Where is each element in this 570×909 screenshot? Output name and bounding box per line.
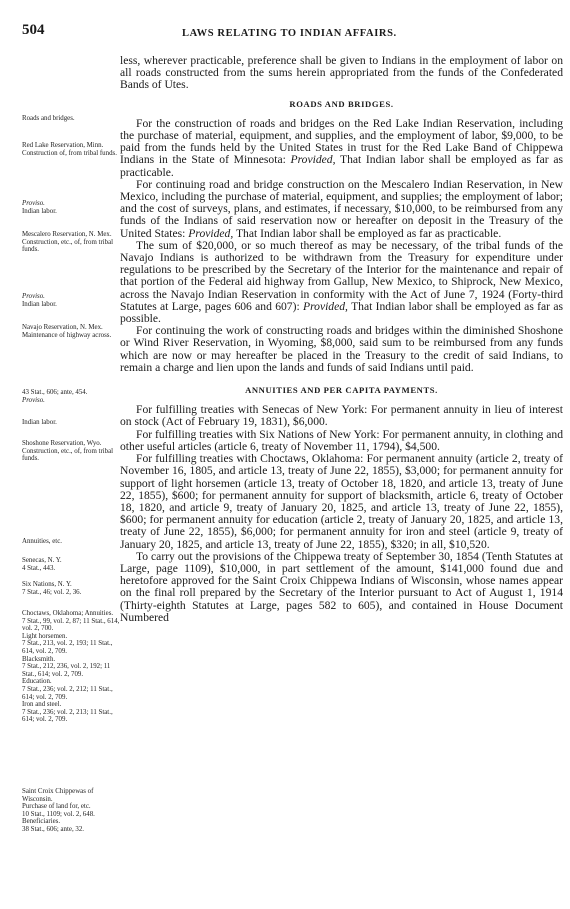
page-number: 504 [22,22,45,38]
margin-note-proviso-1: Proviso. Indian labor. [22,200,57,215]
running-title: LAWS RELATING TO INDIAN AFFAIRS. [182,28,397,39]
margin-note-shoshone: Shoshone Reservation, Wyo. Construction, etc., of, from tribal funds. [22,440,114,463]
margin-note-choctaws: Choctaws, Oklahoma; Annuities. 7 Stat., 99, vol. 2, 87; 11 Stat., 614, vol. 2, 700. Light horsemen. 7 Stat., 213, vol. 2, 193; 11 Stat., 614, vol. 2, 709. Blacksmith. 7 Stat., 212, 236, vol. 2, 192; 11 Stat., 614; vol. 2, 709. Education. 7 Stat., 236; vol. 2, 212; 11 Stat., 614; vol. 2, 709. Iron and steel. 7 Stat., 236; vol. 2, 213; 11 Stat., 614; vol. 2, 709. [22,610,120,724]
paragraph-choctaws: For fulfilling treaties with Choctaws, Oklahoma: For permanent annuity (article 2, treaty of November 16, 1805, and article 13, treaty of June 22, 1855), $3,000; for permanent annuity for support of light horsemen (article 13, treaty of October 18, 1820, and article 13, treaty of June 22, 1855), $600; for permanent annuity for support of blacksmith, article 6, treaty of October 18, 1820, and article 9, treaty of January 20, 1825, and article 13, treaty of June 22, 1855), $600; for permanent annuity for education (article 2, treaty of January 20, 1825, and article 13, treaty of June 22, 1855), $6,000; for permanent annuity for iron and steel (article 9, treaty of January 20, 1825, and article 13, treaty of June 22, 1855), $320; in all, $10,520. [120,452,563,551]
margin-note-annuities: Annuities, etc. [22,538,62,545]
paragraph-shoshone: For continuing the work of constructing roads and bridges within the diminished Shoshone or Wind River Reservation, in Wyoming, $8,000, said sum to be reimbursed from any funds which are now or may hereafter be placed in the Treasury to the credit of said Indians, to remain a charge and lien upon the lands and funds of said Indians until paid. [120,324,563,374]
margin-note-senecas: Senecas, N. Y. 4 Stat., 443. [22,557,62,572]
paragraph-six-nations: For fulfilling treaties with Six Nations of New York: For permanent annuity, in clothing and other useful articles (article 6, treaty of November 11, 1794), $4,500. [120,427,563,453]
margin-note-red-lake: Red Lake Reservation, Minn. Construction of, from tribal funds. [22,142,117,157]
paragraph-intro: less, wherever practicable, preference shall be given to Indians in the employment of labor on all roads constructed from the sums herein appropriated from the funds of the Confederated Bands of Utes. [120,54,563,92]
margin-note-navajo: Navajo Reservation, N. Mex. Maintenance of highway across. [22,324,112,339]
proviso-word: Provided, [302,299,348,313]
proviso-word: Provided, [290,153,336,167]
paragraph-red-lake: For the construction of roads and bridges on the Red Lake Indian Reservation, including the purchase of material, equipment, and supplies, and the employment of labor, $9,000, to be paid from the funds held by the United States in trust for the Red Lake Band of Chippewa Indians in the State of Minnesota: Provided, That Indian labor shall be employed as far as practicable. [120,116,563,179]
margin-note-six-nations: Six Nations, N. Y. 7 Stat., 46; vol. 2, 36. [22,581,82,596]
paragraph-navajo: The sum of $20,000, or so much thereof as may be necessary, of the tribal funds of the Navajo Indians is authorized to be withdrawn from the Treasury for expenditure under regulations to be prescribed by the Secretary of the Interior for the maintenance and repair of that portion of the Federal aid highway from Gallup, New Mexico, to Shiprock, New Mexico, across the Navajo Indian Reservation in conformity with the Act of June 7, 1924 (Forty-third Statutes at Large, pages 606 and 607): Provided, That Indian labor shall be employed as far as possible. [120,238,563,326]
margin-note-navajo-stat: 43 Stat., 606; ante, 454. Proviso. [22,389,88,404]
paragraph-senecas: For fulfilling treaties with Senecas of New York: For permanent annuity in lieu of interest on stock (Act of February 19, 1831), $6,000. [120,403,563,429]
paragraph-mescalero: For continuing road and bridge construction on the Mescalero Indian Reservation, in New Mexico, including the purchase of material, equipment, and supplies; the employment of labor; and the cost of surveys, plans, and estimates, if necessary, $10,000, to be reimbursed from any funds of the Indians of said reservation now or hereafter on deposit in the Treasury of the United States: Provided, That Indian labor shall be employed as far as practicable. [120,177,563,240]
section-heading-annuities: ANNUITIES AND PER CAPITA PAYMENTS. [245,385,438,396]
margin-note-roads: Roads and bridges. [22,115,75,122]
page-header [22,22,552,44]
main-text [120,55,563,624]
paragraph-saint-croix: To carry out the provisions of the Chippewa treaty of September 30, 1854 (Tenth Statutes at Large, page 1109), $10,000, in part settlement of the amount, $141,000 found due and heretofore approved for the Saint Croix Chippewa Indians of Wisconsin, whose names appear on the final roll prepared by the Secretary of the Interior pursuant to Act of August 1, 1914 (Thirty-eighth Statutes at Large, pages 582 to 605), and contained in House Document Numbered [120,549,563,624]
margin-note-proviso-3: Indian labor. [22,419,57,426]
section-heading-roads: ROADS AND BRIDGES. [289,98,394,109]
margin-note-proviso-2: Proviso. Indian labor. [22,293,57,308]
margin-note-saint-croix: Saint Croix Chippewas of Wisconsin. Purchase of land for, etc. 10 Stat., 1109; vol. 2, 648. Beneficiaries. 38 Stat., 606; ante, 32. [22,788,95,833]
margin-note-mescalero: Mescalero Reservation, N. Mex. Construction, etc., of, from tribal funds. [22,231,114,254]
proviso-word: Provided, [188,226,234,240]
